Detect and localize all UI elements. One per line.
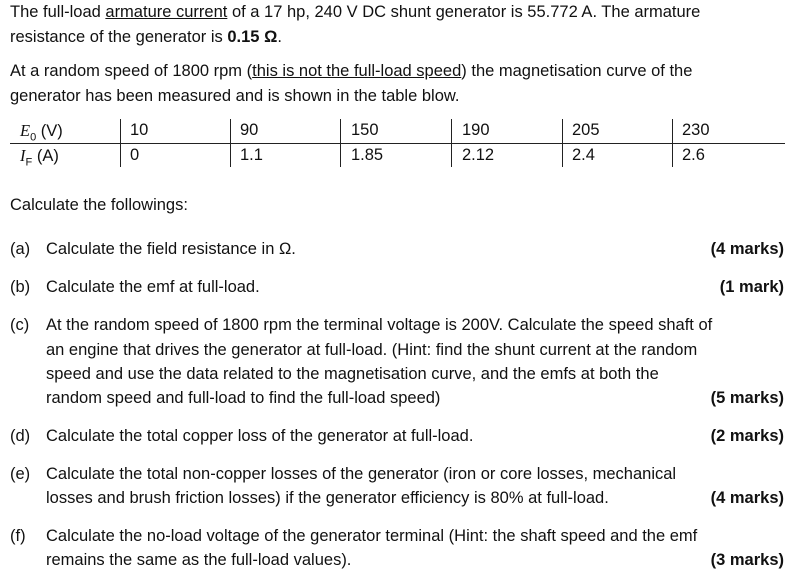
- calculate-heading: Calculate the followings:: [10, 196, 188, 214]
- question-text: Calculate the total copper loss of the generator at full-load.: [46, 427, 474, 445]
- question-text: random speed and full-load to find the full-load speed): [46, 389, 441, 407]
- question-text: Calculate the total non-copper losses of the generator (iron or core losses, mechanical: [46, 465, 677, 483]
- intro-text: .: [277, 28, 282, 46]
- marks-badge: (1 mark): [719, 278, 784, 296]
- if-symbol: I: [20, 146, 26, 165]
- question-text: remains the same as the full-load values).: [46, 551, 352, 569]
- question-label: (d): [10, 427, 31, 445]
- marks-badge: (5 marks): [710, 389, 784, 407]
- table-divider: [10, 143, 785, 144]
- table-column-divider: [451, 119, 452, 167]
- row-label-if: [20, 146, 59, 168]
- row-label-e0: [20, 121, 63, 143]
- table-cell-e0: 90: [240, 121, 259, 139]
- table-cell-if: 1.1: [240, 146, 263, 164]
- if-subscript: F: [25, 156, 33, 169]
- question-text: Calculate the no-load voltage of the generator terminal (Hint: the shaft speed and the emf: [46, 527, 698, 545]
- table-cell-e0: 205: [572, 121, 600, 139]
- table-column-divider: [562, 119, 563, 167]
- table-cell-if: 0: [130, 146, 140, 164]
- intro-text: ) the magnetisation curve of the: [461, 62, 693, 80]
- question-text: Calculate the field resistance in Ω.: [46, 240, 296, 258]
- table-cell-if: 2.6: [682, 146, 705, 164]
- question-label: (f): [10, 527, 26, 545]
- question-text: At the random speed of 1800 rpm the terminal voltage is 200V. Calculate the speed shaft of: [46, 316, 713, 334]
- table-cell-e0: 230: [682, 121, 710, 139]
- armature-resistance-value: 0.15 Ω: [227, 28, 278, 46]
- intro-line-3: [10, 62, 692, 81]
- if-unit: (A): [32, 147, 59, 165]
- e0-unit: (V): [36, 122, 63, 140]
- intro-text: resistance of the generator is: [10, 28, 228, 46]
- armature-current-underlined: armature current: [105, 3, 228, 21]
- question-text: Calculate the emf at full-load.: [46, 278, 260, 296]
- question-label: (b): [10, 278, 31, 296]
- intro-text: The full-load: [10, 3, 106, 21]
- question-text: an engine that drives the generator at full-load. (Hint: find the shunt current at the random: [46, 341, 698, 359]
- table-cell-e0: 190: [462, 121, 490, 139]
- table-column-divider: [120, 119, 121, 167]
- intro-text: At a random speed of 1800 rpm (: [10, 62, 253, 80]
- marks-badge: (3 marks): [710, 551, 784, 569]
- intro-text: of a 17 hp, 240 V DC shunt generator is 55.772 A. The armature: [227, 3, 701, 21]
- table-cell-if: 2.12: [462, 146, 495, 164]
- table-cell-if: 2.4: [572, 146, 595, 164]
- table-cell-e0: 150: [351, 121, 379, 139]
- question-text: losses and brush friction losses) if the generator efficiency is 80% at full-load.: [46, 489, 609, 507]
- intro-line-1: [10, 3, 700, 22]
- e0-symbol: E: [20, 121, 31, 140]
- question-label: (e): [10, 465, 31, 483]
- table-column-divider: [340, 119, 341, 167]
- question-label: (c): [10, 316, 30, 334]
- e0-subscript: 0: [30, 131, 37, 144]
- question-label: (a): [10, 240, 31, 258]
- question-text: speed and use the data related to the magnetisation curve, and the emfs at both the: [46, 365, 659, 383]
- marks-badge: (4 marks): [710, 240, 784, 258]
- table-column-divider: [672, 119, 673, 167]
- intro-line-2: [10, 28, 282, 47]
- marks-badge: (2 marks): [710, 427, 784, 445]
- not-full-load-speed-underlined: this is not the full-load speed: [252, 62, 462, 80]
- marks-badge: (4 marks): [710, 489, 784, 507]
- intro-line-4: generator has been measured and is shown in the table blow.: [10, 87, 460, 105]
- table-cell-if: 1.85: [351, 146, 384, 164]
- table-cell-e0: 10: [130, 121, 149, 139]
- table-column-divider: [230, 119, 231, 167]
